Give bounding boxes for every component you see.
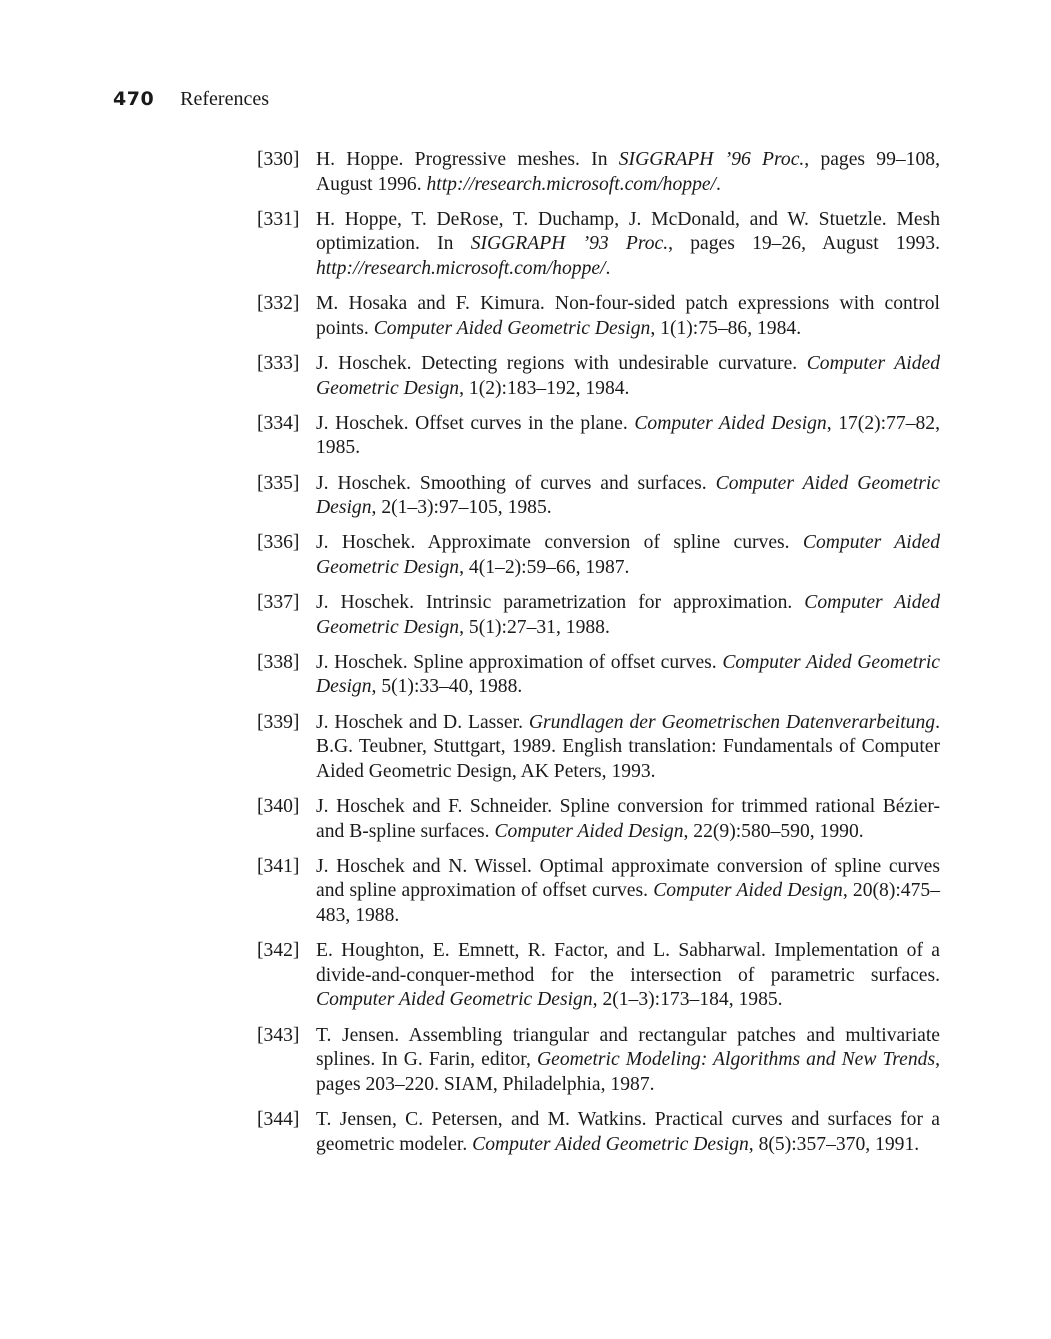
reference-italic-segment: Computer Aided Design [494, 820, 684, 842]
reference-italic-segment: http://research.microsoft.com/hoppe/ [316, 257, 606, 279]
reference-segment: J. Hoschek and N. Wissel. Optimal approximate conversion of spline curves and spline approximation of offset curves. [316, 855, 940, 902]
reference-text [316, 531, 940, 580]
reference-text [316, 591, 940, 640]
reference-italic-segment: Computer Aided Geometric Design [316, 352, 940, 399]
reference-number: [343] [257, 1024, 300, 1046]
reference-text [316, 472, 940, 521]
reference-number: [334] [257, 412, 300, 434]
reference-italic-segment: Geometric Modeling: Algorithms and New Trends [536, 1049, 936, 1071]
reference-number: [337] [257, 592, 300, 614]
reference-segment: , 17(2):77–82, 1985. [316, 412, 940, 459]
reference-italic-segment: Computer Aided Geometric Design [316, 989, 593, 1011]
reference-segment: , 20(8):475–483, 1988. [316, 880, 940, 926]
reference-segment: J. Hoschek. Spline approximation of offset curves. [316, 651, 723, 673]
reference-italic-segment: Computer Aided Geometric Design [316, 532, 940, 578]
reference-segment: . [605, 257, 611, 279]
reference-number: [333] [257, 352, 300, 374]
reference-entry [257, 472, 940, 521]
reference-segment: , pages 99–108, August 1996. [316, 149, 940, 195]
reference-entry [257, 1024, 940, 1098]
reference-text [316, 651, 940, 700]
reference-text [316, 352, 940, 401]
reference-entry [257, 148, 940, 197]
reference-segment: , 1(2):183–192, 1984. [459, 377, 630, 399]
reference-italic-segment: Computer Aided Geometric Design [373, 317, 651, 339]
reference-italic-segment: Computer Aided Design [653, 880, 843, 902]
reference-italic-segment: Grundlagen der Geometrischen Datenverarbeitung [528, 711, 936, 733]
reference-segment: , 5(1):27–31, 1988. [459, 616, 610, 638]
reference-segment: , pages 203–220. SIAM, Philadelphia, 1987. [316, 1049, 941, 1095]
reference-number: [340] [257, 796, 300, 817]
reference-italic-segment: SIGGRAPH ’96 Proc. [618, 149, 805, 170]
reference-text [316, 412, 940, 461]
reference-italic-segment: SIGGRAPH ’93 Proc. [470, 233, 669, 255]
reference-entry [257, 795, 940, 844]
reference-italic-segment: Computer Aided Design [634, 412, 827, 434]
reference-number: [335] [257, 472, 300, 494]
reference-segment: M. Hosaka and F. Kimura. Non-four-sided patch expressions with control points. [316, 293, 940, 339]
running-title: References [180, 88, 269, 110]
reference-segment: T. Jensen. Assembling triangular and rectangular patches and multivariate splines. In G. Farin, editor, [316, 1024, 940, 1071]
reference-segment: J. Hoschek. Approximate conversion of spline curves. [316, 532, 803, 554]
reference-number: [338] [257, 651, 300, 673]
reference-entry [257, 939, 940, 1013]
reference-entry [257, 855, 940, 929]
reference-segment: , 4(1–2):59–66, 1987. [459, 556, 630, 578]
reference-entry [257, 591, 940, 640]
page-number: 470 [113, 88, 155, 110]
reference-segment: J. Hoschek and D. Lasser. [316, 711, 529, 733]
reference-segment: J. Hoschek. Offset curves in the plane. [316, 412, 635, 434]
reference-number: [339] [257, 711, 300, 733]
reference-italic-segment: http://research.microsoft.com/hoppe/ [426, 173, 717, 195]
reference-entry [257, 1108, 940, 1157]
reference-entry [257, 292, 940, 341]
reference-entry [257, 352, 940, 401]
reference-segment: , 1(1):75–86, 1984. [650, 317, 802, 339]
reference-number: [341] [257, 855, 300, 877]
reference-segment: . B.G. Teubner, Stuttgart, 1989. English translation: Fundamentals of Computer Aided Geometric Design, AK Peters, 1993. [316, 711, 940, 782]
reference-number: [342] [257, 940, 300, 962]
reference-text [316, 208, 940, 282]
reference-segment: J. Hoschek. Smoothing of curves and surfaces. [316, 472, 716, 494]
reference-segment: T. Jensen, C. Petersen, and M. Watkins. Practical curves and surfaces for a geometric modeler. [316, 1108, 940, 1155]
reference-segment: J. Hoschek and F. Schneider. Spline conversion for trimmed rational Bézier- and B-spline surfaces. [316, 796, 940, 842]
reference-segment: , 22(9):580–590, 1990. [683, 820, 864, 842]
reference-list [257, 148, 940, 1168]
reference-italic-segment: Computer Aided Geometric Design [472, 1133, 749, 1155]
reference-entry [257, 651, 940, 700]
reference-segment: E. Houghton, E. Emnett, R. Factor, and L. Sabharwal. Implementation of a divide-and-conquer-method for the intersection of parametric surfaces. [316, 940, 940, 986]
reference-number: [331] [257, 208, 300, 230]
reference-entry [257, 412, 940, 461]
reference-segment: , 5(1):33–40, 1988. [371, 676, 523, 698]
reference-text [316, 795, 940, 844]
reference-text [316, 939, 940, 1013]
reference-italic-segment: Computer Aided Geometric Design [316, 472, 940, 519]
reference-number: [344] [257, 1108, 300, 1130]
reference-text [316, 292, 940, 341]
reference-text [316, 1024, 940, 1098]
reference-number: [332] [257, 293, 300, 315]
page-header [113, 88, 269, 120]
reference-italic-segment: Computer Aided Geometric Design [316, 592, 941, 638]
reference-entry [257, 531, 940, 580]
reference-segment: , 2(1–3):173–184, 1985. [592, 989, 783, 1011]
reference-entry [257, 711, 940, 785]
reference-segment: . [716, 173, 721, 195]
reference-segment: , 8(5):357–370, 1991. [748, 1133, 920, 1155]
reference-text [316, 711, 940, 785]
reference-number: [330] [257, 149, 300, 170]
reference-number: [336] [257, 532, 300, 554]
reference-text [316, 1108, 940, 1157]
reference-segment: , 2(1–3):97–105, 1985. [371, 497, 552, 519]
reference-text [316, 855, 940, 929]
reference-segment: H. Hoppe. Progressive meshes. In [316, 149, 619, 170]
reference-italic-segment: Computer Aided Geometric Design [316, 651, 940, 698]
reference-segment: , pages 19–26, August 1993. [668, 233, 940, 255]
reference-segment: H. Hoppe, T. DeRose, T. Duchamp, J. McDonald, and W. Stuetzle. Mesh optimization. In [316, 208, 940, 255]
reference-entry [257, 208, 940, 282]
reference-segment: J. Hoschek. Detecting regions with undesirable curvature. [316, 352, 807, 374]
reference-segment: J. Hoschek. Intrinsic parametrization for approximation. [316, 592, 805, 614]
reference-text [316, 148, 940, 197]
